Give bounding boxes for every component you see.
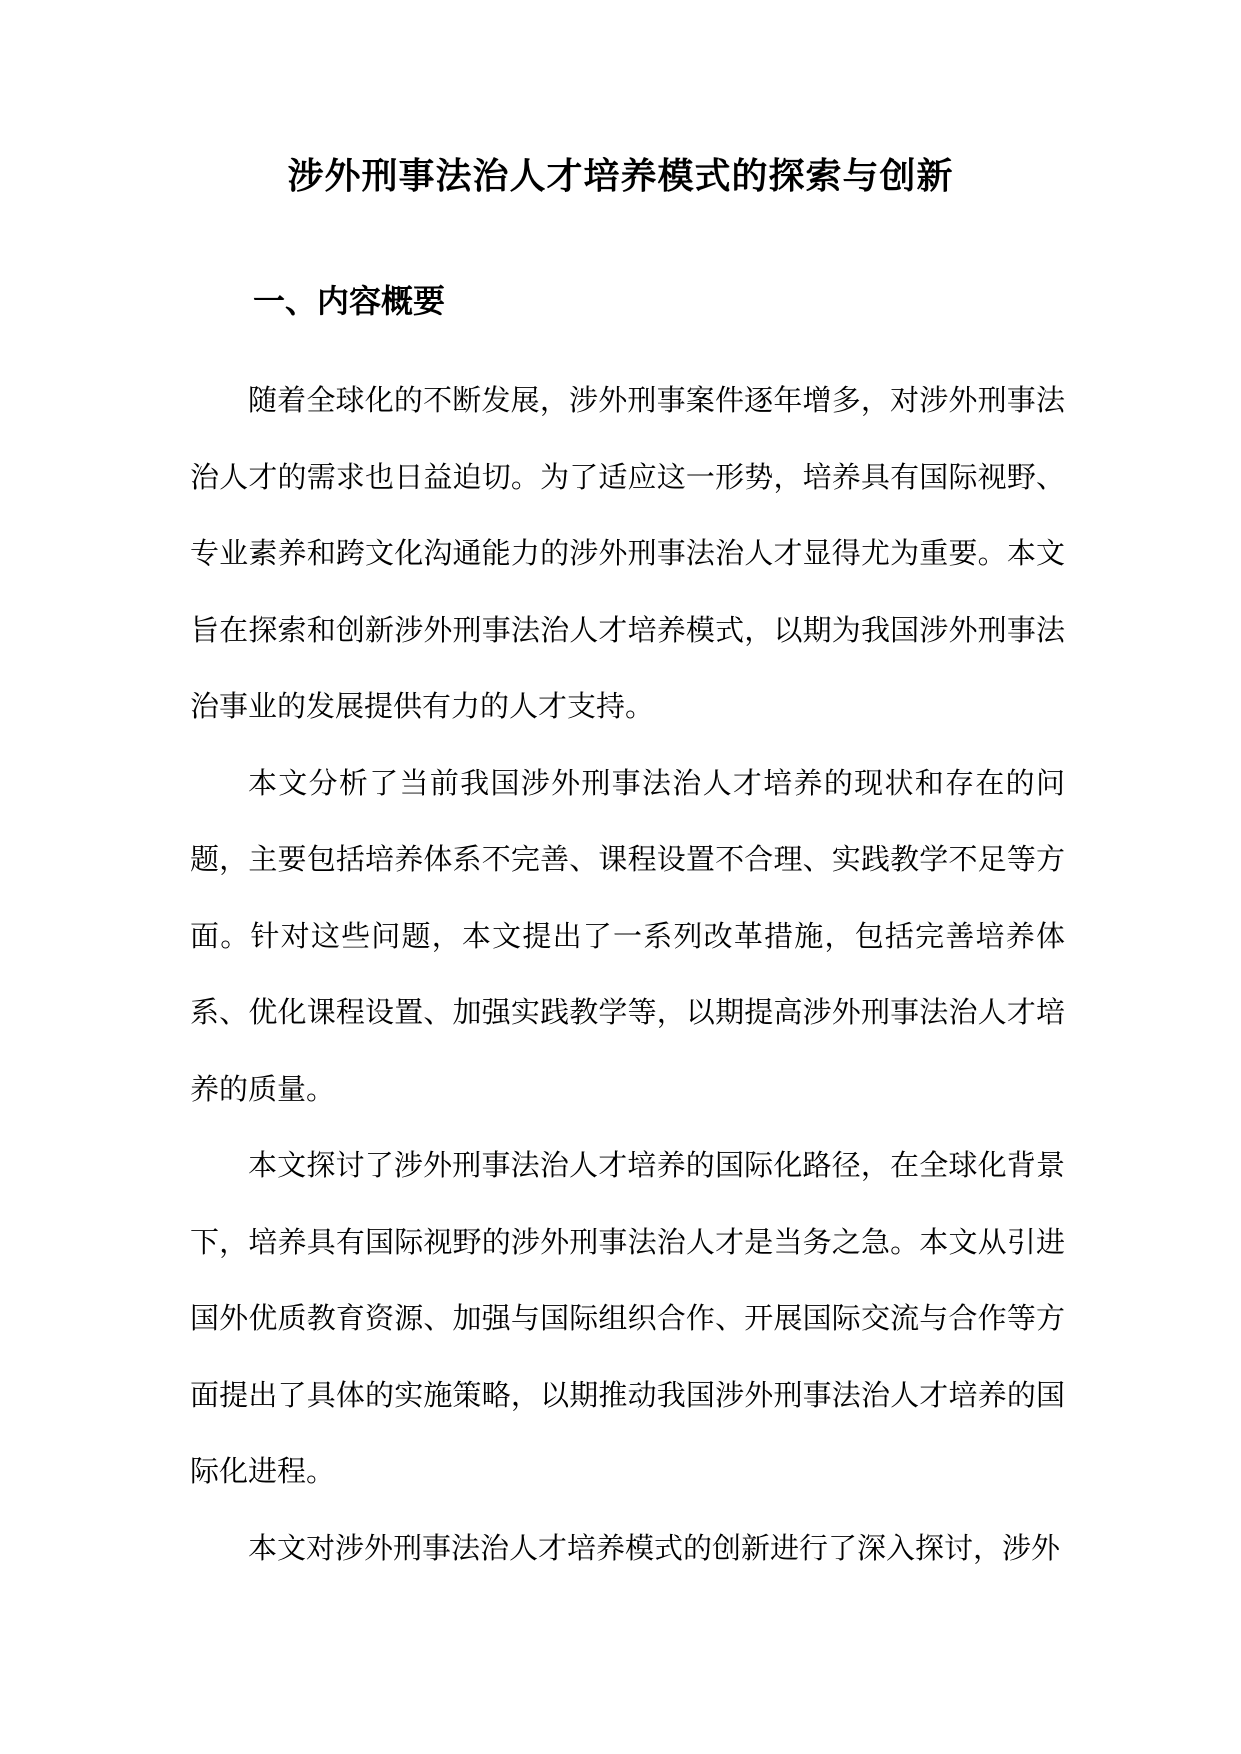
body-text [190,362,1065,1586]
paragraph: 随着全球化的不断发展，涉外刑事案件逐年增多，对涉外刑事法治人才的需求也日益迫切。为了适应这一形势，培养具有国际视野、专业素养和跨文化沟通能力的涉外刑事法治人才显得尤为重要。本文旨在探索和创新涉外刑事法治人才培养模式，以期为我国涉外刑事法治事业的发展提供有力的人才支持。 [190,383,1065,723]
document-title: 涉外刑事法治人才培养模式的探索与创新 [287,155,954,197]
paragraph: 本文对涉外刑事法治人才培养模式的创新进行了深入探讨，涉外 [248,1530,1061,1565]
paragraph: 本文探讨了涉外刑事法治人才培养的国际化路径，在全球化背景下，培养具有国际视野的涉外刑事法治人才是当务之急。本文从引进国外优质教育资源、加强与国际组织合作、开展国际交流与合作等方面提出了具体的实施策略，以期推动我国涉外刑事法治人才培养的国际化进程。 [190,1148,1065,1488]
section-heading: 一、内容概要 [253,282,446,320]
paragraph: 本文分析了当前我国涉外刑事法治人才培养的现状和存在的问题，主要包括培养体系不完善、课程设置不合理、实践教学不足等方面。针对这些问题，本文提出了一系列改革措施，包括完善培养体系、优化课程设置、加强实践教学等，以期提高涉外刑事法治人才培养的质量。 [190,765,1065,1106]
